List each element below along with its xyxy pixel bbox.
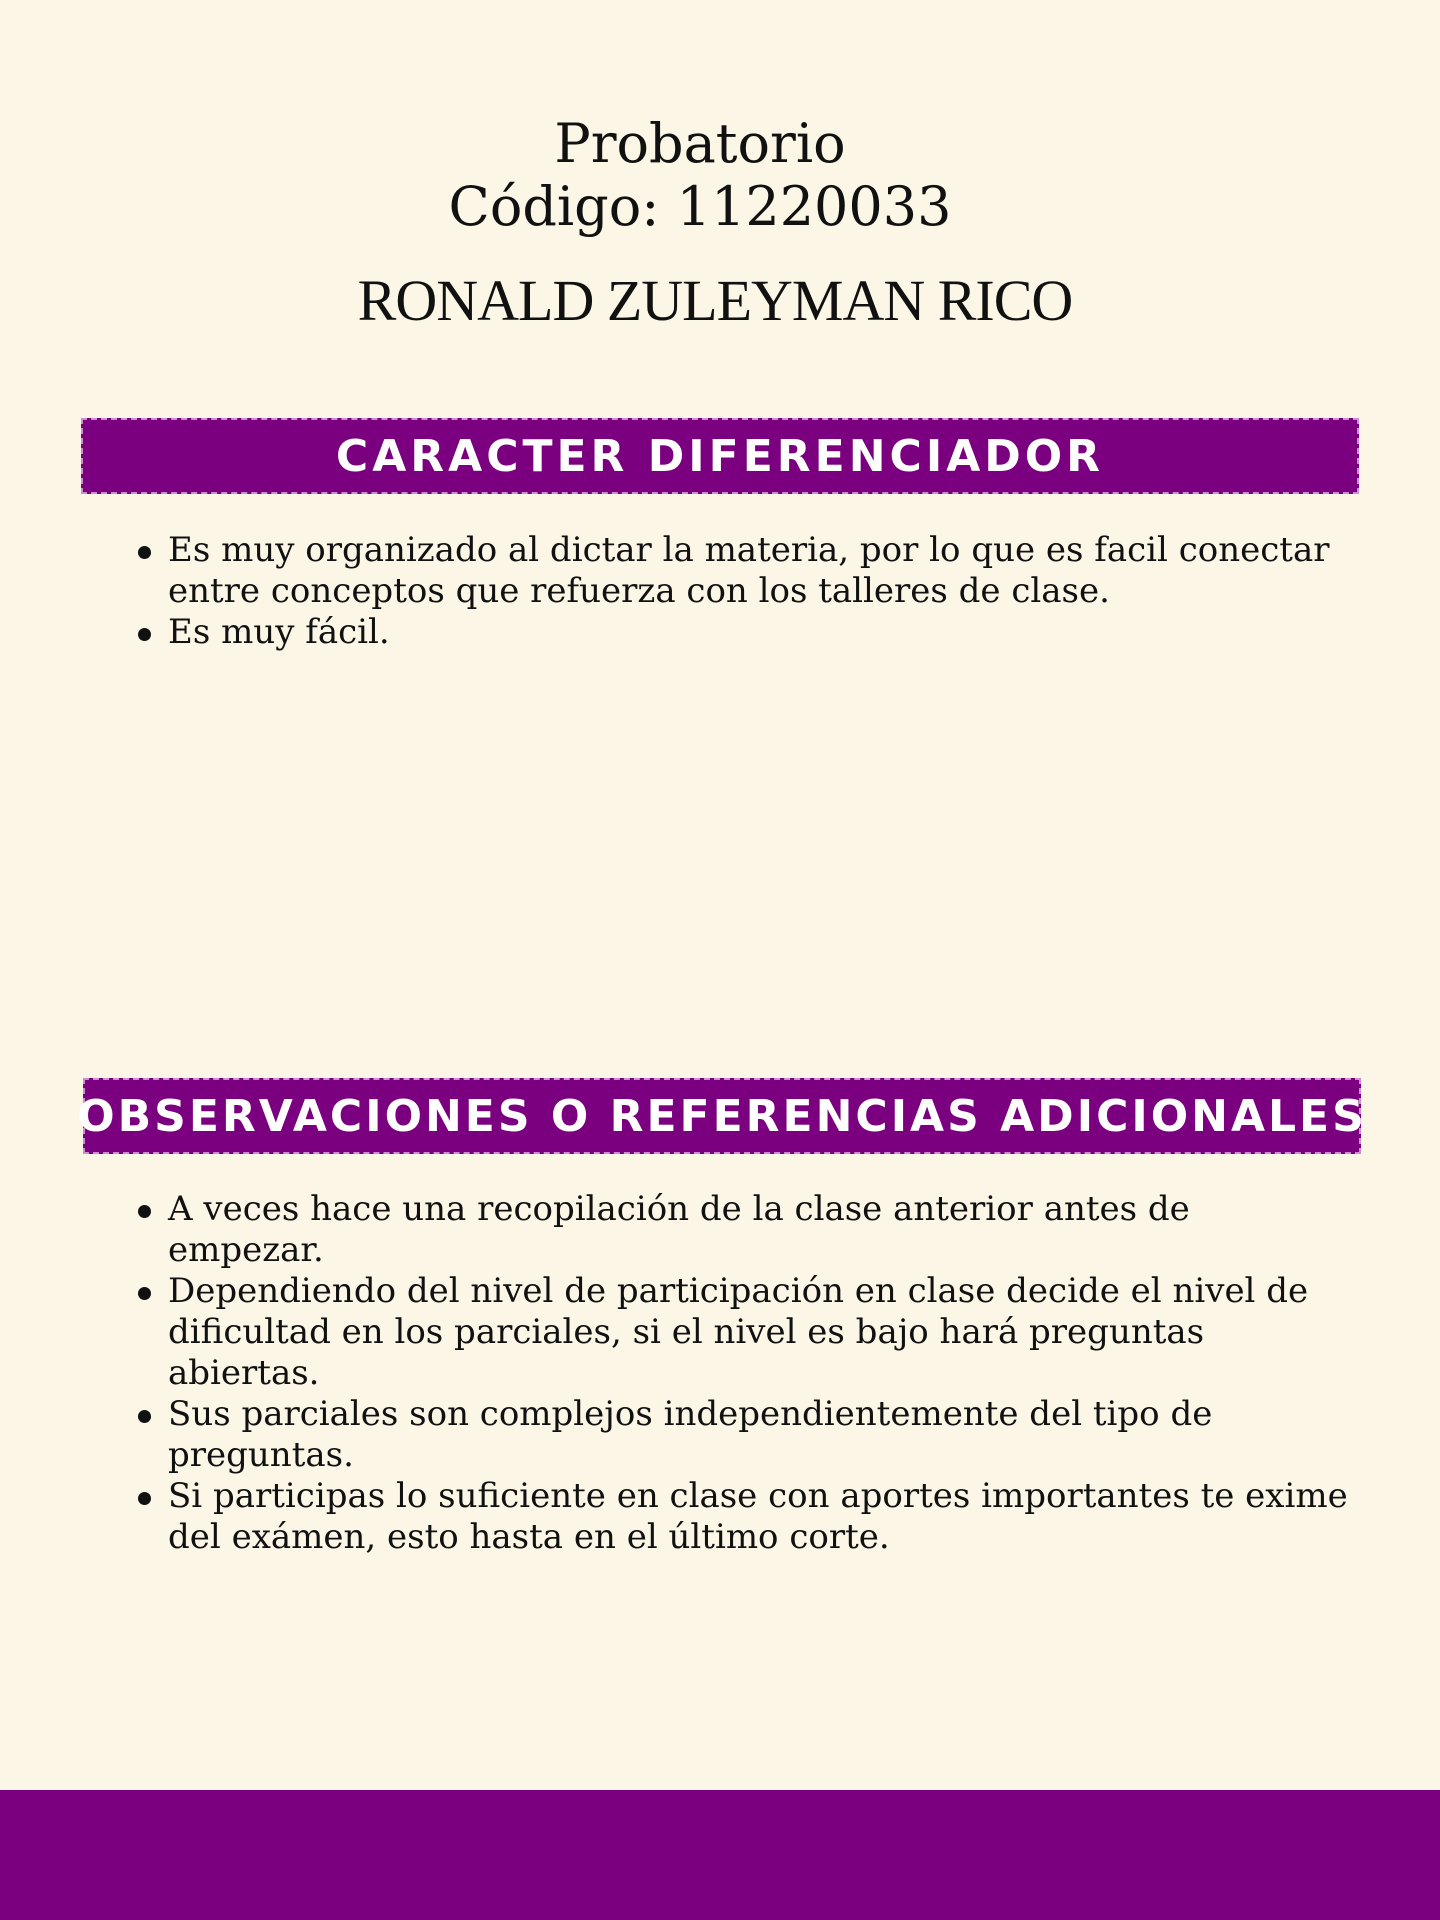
list-item — [130, 530, 1330, 612]
list-item-text: Es muy fácil. — [168, 612, 390, 652]
bullet-icon — [138, 628, 151, 641]
list-item — [130, 1394, 1350, 1476]
section-title-caracter: CARACTER DIFERENCIADOR — [335, 430, 1105, 482]
document-code: Código: 11220033 — [448, 175, 952, 238]
list-item — [130, 612, 1330, 653]
list-item — [130, 1476, 1350, 1558]
list-item-text: Si participas lo suficiente en clase con aportes importantes te exime del exámen, esto hasta en el último corte. — [168, 1476, 1348, 1557]
section-banner-caracter — [81, 418, 1359, 494]
list-item-text: Es muy organizado al dictar la materia, por lo que es facil conectar entre conceptos que refuerza con los talleres de clase. — [168, 530, 1330, 611]
section-banner-observaciones — [77, 1078, 1367, 1154]
bullet-icon — [138, 1492, 151, 1505]
footer-bar — [0, 1790, 1440, 1920]
list-item-text: A veces hace una recopilación de la clase anterior antes de empezar. — [168, 1189, 1190, 1270]
bullet-icon — [138, 1287, 151, 1300]
list-item-text: Dependiendo del nivel de participación en clase decide el nivel de dificultad en los parciales, si el nivel es bajo hará preguntas abiertas. — [168, 1271, 1309, 1393]
section-title-observaciones: OBSERVACIONES O REFERENCIAS ADICIONALES — [77, 1090, 1367, 1142]
bullet-icon — [138, 1205, 151, 1218]
list-item — [130, 1271, 1350, 1394]
observaciones-list — [130, 1189, 1350, 1558]
list-item — [130, 1189, 1350, 1271]
bullet-icon — [138, 546, 151, 559]
bullet-icon — [138, 1410, 151, 1423]
caracter-list — [130, 530, 1330, 653]
list-item-text: Sus parciales son complejos independientemente del tipo de preguntas. — [168, 1394, 1213, 1475]
professor-name: RONALD ZULEYMAN RICO — [357, 268, 1073, 333]
document-title: Probatorio — [554, 112, 846, 175]
